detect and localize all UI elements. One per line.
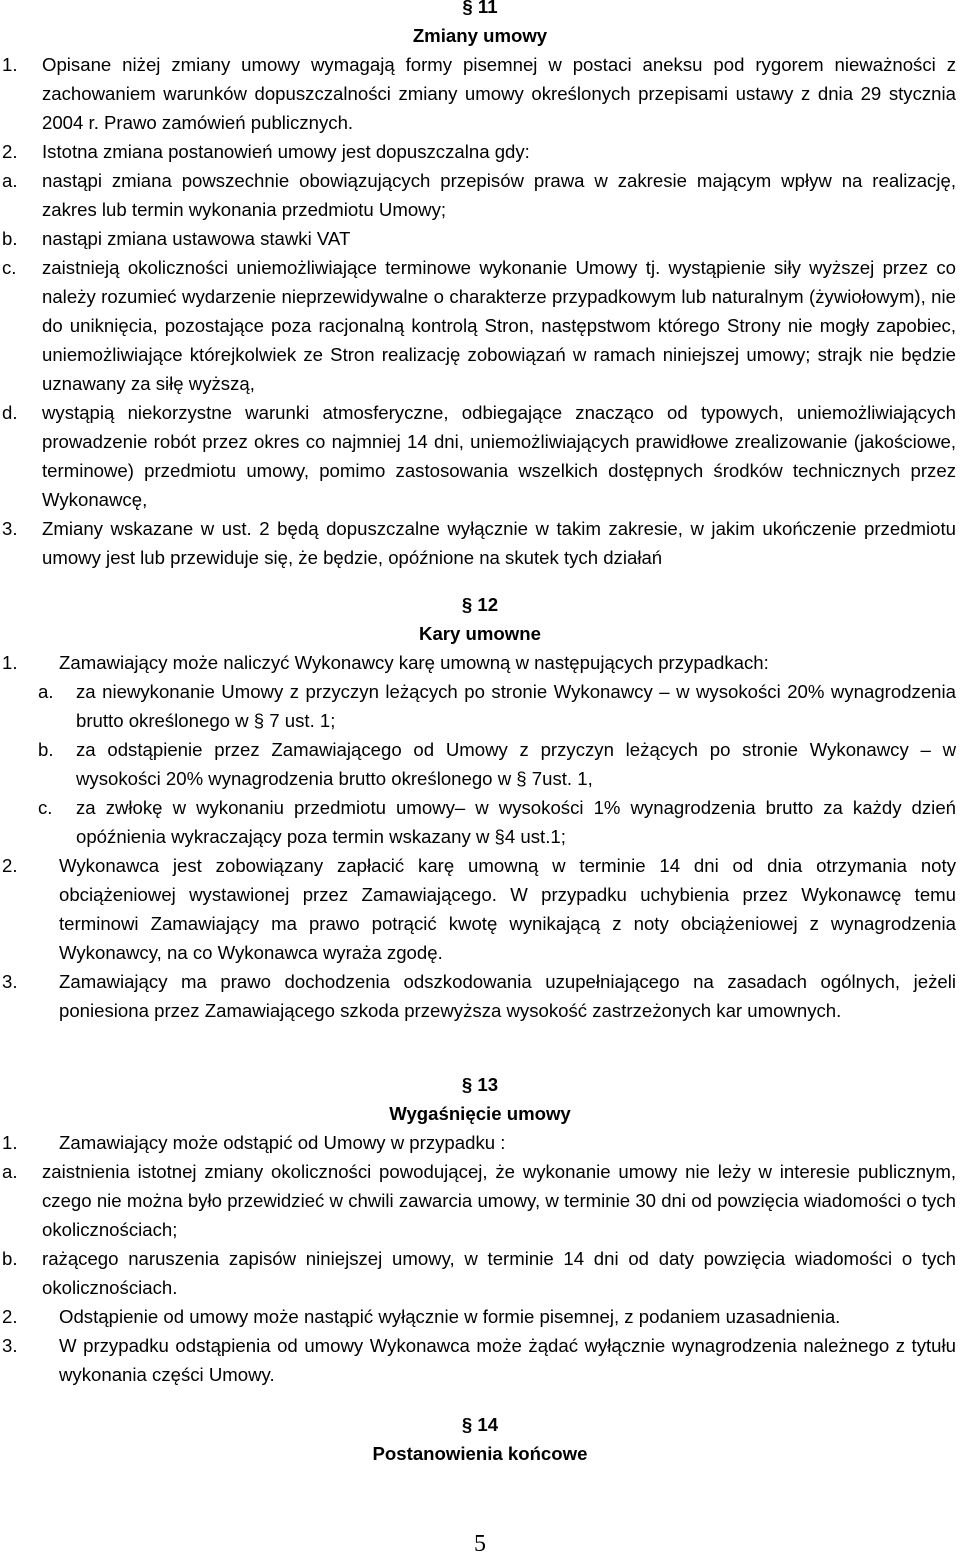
page-number: 5	[474, 1531, 486, 1557]
paragraph-number: 2.	[2, 855, 18, 876]
paragraph-number: 1.	[2, 652, 18, 673]
item-a	[0, 1157, 960, 1244]
paragraph-number: 3.	[2, 971, 18, 992]
item-b	[0, 1244, 960, 1302]
item-label: b.	[2, 1248, 18, 1269]
paragraph-text: Zamawiający może naliczyć Wykonawcy karę umowną w następujących przypadkach:	[59, 652, 769, 673]
paragraph-3	[0, 1331, 960, 1389]
paragraph-text: W przypadku odstąpienia od umowy Wykonawca może żądać wyłącznie wynagrodzenia należnego z tytułu wykonania części Umowy.	[59, 1335, 956, 1385]
section-number: § 14	[461, 1414, 499, 1435]
paragraph-1	[0, 50, 960, 137]
paragraph-number: 1.	[2, 54, 18, 75]
paragraph-2	[0, 1302, 960, 1331]
paragraph-1	[0, 1128, 960, 1157]
paragraph-3	[0, 514, 960, 572]
item-b	[0, 735, 960, 793]
item-label: a.	[2, 170, 18, 191]
item-label: a.	[38, 681, 54, 702]
item-d	[0, 398, 960, 514]
item-label: b.	[38, 739, 54, 760]
section-title: Postanowienia końcowe	[372, 1443, 588, 1464]
item-label: d.	[2, 402, 18, 423]
item-text: wystąpią niekorzystne warunki atmosferyczne, odbiegające znacząco od typowych, uniemożliwiających prowadzenie robót przez okres co najmniej 14 dni, uniemożliwiających prawidłowe zrealizowanie (jakościowe, terminowe) przedmiotu umowy, pomimo zastosowania wszelkich dostępnych środków technicznych przez Wykonawcę,	[42, 402, 956, 510]
item-a	[0, 677, 960, 735]
paragraph-text: Zmiany wskazane w ust. 2 będą dopuszczalne wyłącznie w takim zakresie, w jakim ukończenie przedmiotu umowy jest lub przewiduje się, że będzie, opóźnione na skutek tych działań	[42, 518, 956, 568]
paragraph-number: 1.	[2, 1132, 18, 1153]
paragraph-text: Odstąpienie od umowy może nastąpić wyłącznie w formie pisemnej, z podaniem uzasadnienia.	[59, 1306, 841, 1327]
section-number: § 11	[462, 0, 498, 17]
item-c	[0, 253, 960, 398]
item-label: b.	[2, 228, 18, 249]
item-text: zaistnienia istotnej zmiany okoliczności powodującej, że wykonanie umowy nie leży w interesie publicznym, czego nie można było przewidzieć w chwili zawarcia umowy, w terminie 30 dni od powzięcia wiadomości o tych okolicznościach;	[42, 1161, 956, 1240]
item-text: za odstąpienie przez Zamawiającego od Umowy z przyczyn leżących po stronie Wykonawcy – w wysokości 20% wynagrodzenia brutto określonego w § 7ust. 1,	[76, 739, 956, 789]
section-number: § 12	[461, 594, 499, 615]
item-text: rażącego naruszenia zapisów niniejszej umowy, w terminie 14 dni od daty powzięcia wiadomości o tych okolicznościach.	[42, 1248, 956, 1298]
section-number: § 13	[461, 1074, 499, 1095]
item-text: nastąpi zmiana ustawowa stawki VAT	[42, 228, 351, 249]
item-label: c.	[2, 257, 17, 278]
paragraph-number: 3.	[2, 1335, 18, 1356]
section-13	[0, 1070, 960, 1389]
paragraph-text: Zamawiający może odstąpić od Umowy w przypadku :	[59, 1132, 506, 1153]
item-label: c.	[38, 797, 53, 818]
paragraph-text: Opisane niżej zmiany umowy wymagają formy pisemnej w postaci aneksu pod rygorem nieważności z zachowaniem warunków dopuszczalności zmiany umowy określonych przepisami ustawy z dnia 29 stycznia 2004 r. Prawo zamówień publicznych.	[42, 54, 956, 133]
item-b	[0, 224, 960, 253]
paragraph-text: Zamawiający ma prawo dochodzenia odszkodowania uzupełniającego na zasadach ogólnych, jeżeli poniesiona przez Zamawiającego szkoda przewyższa wysokość zastrzeżonych kar umownych.	[59, 971, 956, 1021]
item-text: za niewykonanie Umowy z przyczyn leżących po stronie Wykonawcy – w wysokości 20% wynagrodzenia brutto określonego w § 7 ust. 1;	[76, 681, 956, 731]
paragraph-1	[0, 648, 960, 677]
section-title: Wygaśnięcie umowy	[389, 1103, 571, 1124]
item-a	[0, 166, 960, 224]
item-c	[0, 793, 960, 851]
section-11	[0, 0, 960, 572]
item-label: a.	[2, 1161, 18, 1182]
paragraph-text: Wykonawca jest zobowiązany zapłacić karę umowną w terminie 14 dni od dnia otrzymania noty obciążeniowej wystawionej przez Zamawiającego. W przypadku uchybienia przez Wykonawcę temu terminowi Zamawiający ma prawo potrącić kwotę wynikającą z noty obciążeniowej z wynagrodzenia Wykonawcy, na co Wykonawca wyraża zgodę.	[59, 855, 956, 963]
paragraph-3	[0, 967, 960, 1025]
paragraph-text: Istotna zmiana postanowień umowy jest dopuszczalna gdy:	[42, 141, 530, 162]
item-text: zaistnieją okoliczności uniemożliwiające terminowe wykonanie Umowy tj. wystąpienie siły wyższej przez co należy rozumieć wydarzenie nieprzewidywalne o charakterze przypadkowym lub naturalnym (żywiołowym), nie do uniknięcia, pozostające poza racjonalną kontrolą Stron, następstwom którego Strony nie mogły zapobiec, uniemożliwiające którejkolwiek ze Stron realizację zobowiązań w ramach niniejszej umowy; strajk nie będzie uznawany za siłę wyższą,	[42, 257, 956, 394]
paragraph-2	[0, 137, 960, 166]
item-text: za zwłokę w wykonaniu przedmiotu umowy– w wysokości 1% wynagrodzenia brutto za każdy dzień opóźnienia wykraczający poza termin wskazany w §4 ust.1;	[76, 797, 956, 847]
section-title: Kary umowne	[419, 623, 541, 644]
paragraph-number: 2.	[2, 1306, 18, 1327]
paragraph-number: 2.	[2, 141, 18, 162]
paragraph-2	[0, 851, 960, 967]
section-12	[0, 590, 960, 1025]
item-text: nastąpi zmiana powszechnie obowiązujących przepisów prawa w zakresie mającym wpływ na realizację, zakres lub termin wykonania przedmiotu Umowy;	[42, 170, 956, 220]
paragraph-number: 3.	[2, 518, 18, 539]
section-14	[0, 1410, 960, 1468]
section-title: Zmiany umowy	[412, 25, 548, 46]
